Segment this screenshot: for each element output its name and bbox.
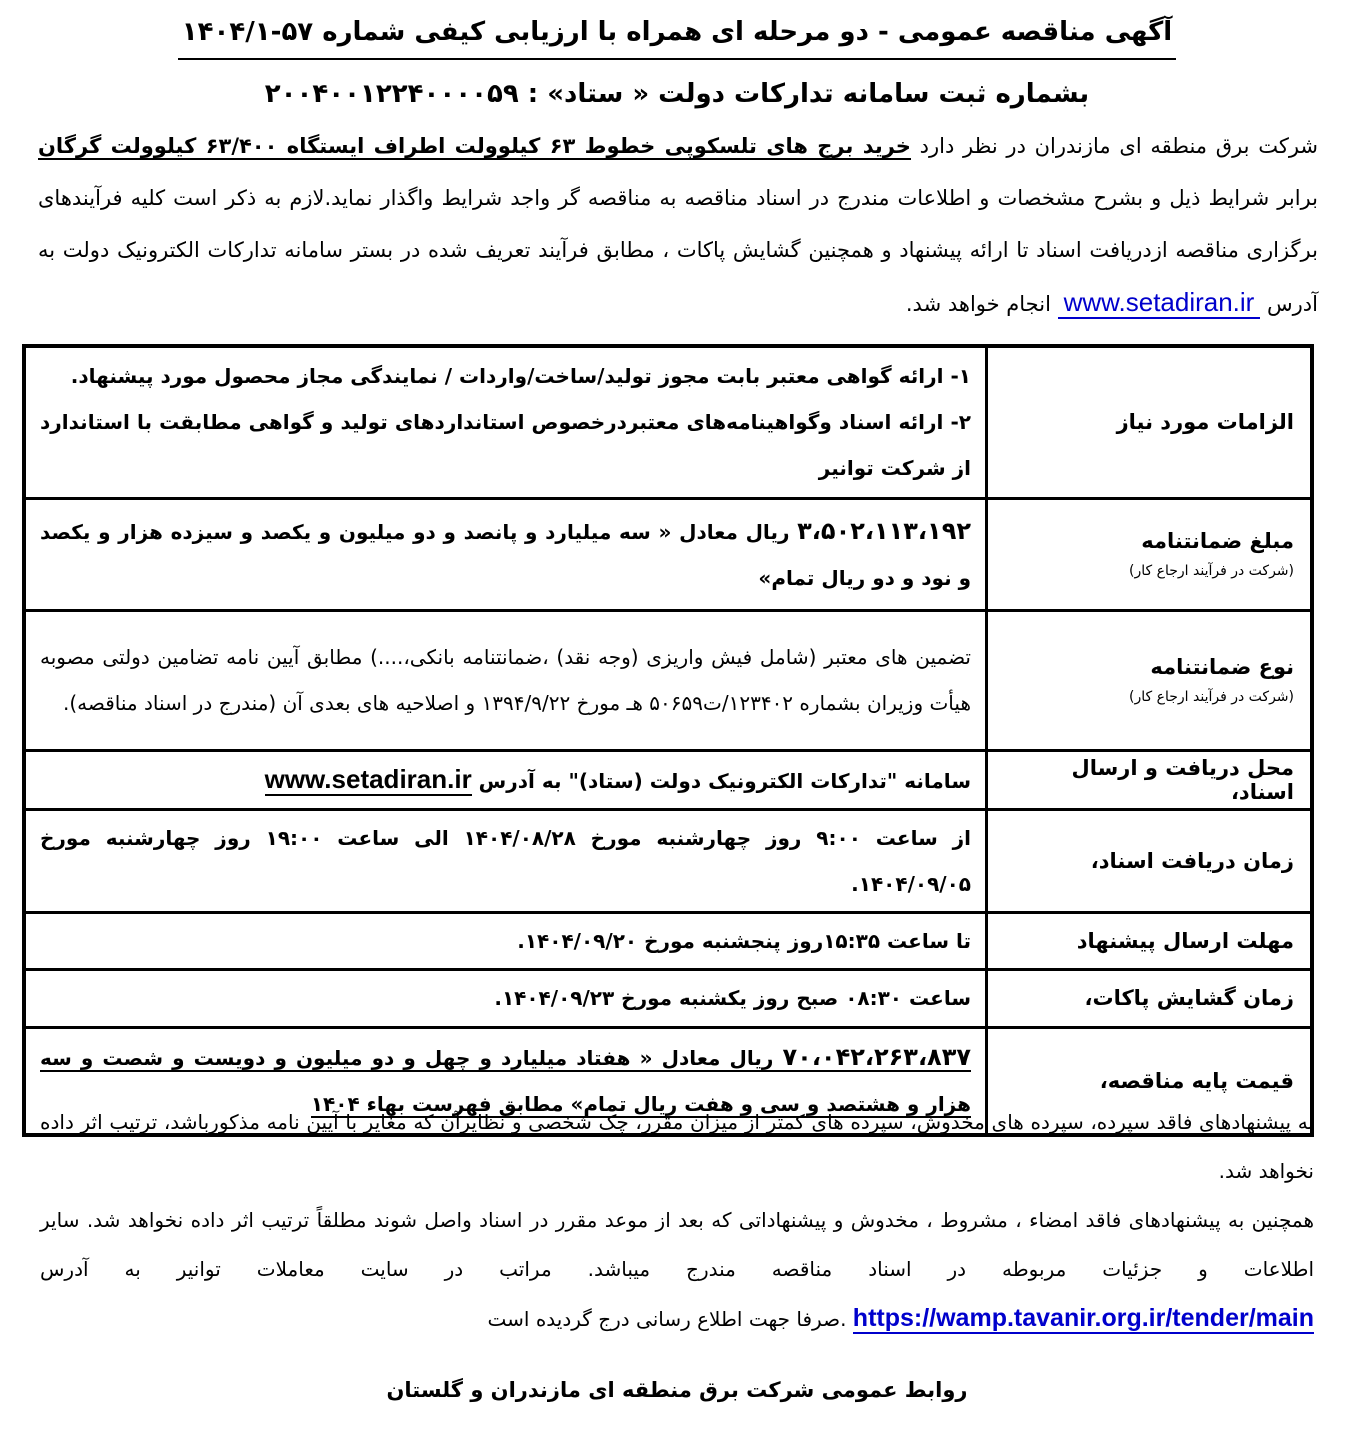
docs-location-value: سامانه "تدارکات الکترونیک دولت (ستاد)" به آدرس www.setadiran.ir [24, 750, 987, 809]
tender-subject: خرید برج های تلسکوپی خطوط ۶۳ کیلوولت اطراف ایستگاه ۶۳/۴۰۰ کیلوولت گرگان [38, 134, 911, 158]
guarantee-amount-sublabel: (شرکت در فرآیند ارجاع کار) [1129, 563, 1294, 579]
intro-text-3: انجام خواهد شد. [905, 292, 1051, 316]
guarantee-type-sublabel: (شرکت در فرآیند ارجاع کار) [1129, 689, 1294, 705]
docs-time-label: زمان دریافت اسناد، [987, 809, 1313, 912]
docs-location-label: محل دریافت و ارسال اسناد، [987, 750, 1313, 809]
tavanir-tender-link[interactable]: https://wamp.tavanir.org.ir/tender/main [852, 1304, 1314, 1332]
guarantee-amount-number: ۳،۵۰۲،۱۱۳،۱۹۲ [797, 516, 971, 545]
registration-number: بشماره ثبت سامانه تدارکات دولت « ستاد» : ۲۰۰۴۰۰۱۲۲۴۰۰۰۰۵۹ [264, 79, 1090, 109]
intro-text-2: برابر شرایط ذیل و بشرح مشخصات و اطلاعات مندرج در اسناد مناقصه به مناقصه گر واجد شرایط واگذار نماید.لازم به ذکر است کلیه فرآیندهای برگزاری مناقصه ازدریافت اسناد تا ارائه پیشنهاد و همچنین گشایش پاکات ، مطابق فرآیند تعریف شده در بستر سامانه تدارکات الکترونیک دولت به آدرس [38, 186, 1318, 316]
tender-details-table [22, 344, 1314, 1137]
intro-paragraph [38, 120, 1318, 330]
base-price-label: قیمت پایه مناقصه، [987, 1027, 1313, 1135]
signature: روابط عمومی شرکت برق منطقه ای مازندران و گلستان [386, 1378, 968, 1402]
docs-time-value: از ساعت ۹:۰۰ روز چهارشنبه مورخ ۱۴۰۴/۰۸/۲۸ الی ساعت ۱۹:۰۰ روز چهارشنبه مورخ ۱۴۰۴/۰۹/۰۵. [24, 809, 987, 912]
footer-notes [40, 1098, 1314, 1344]
table-row [24, 498, 1312, 610]
guarantee-amount-text: ریال معادل « سه میلیارد و پانصد و دو میلیون و یکصد و سیزده هزار و یکصد و نود و دو ریال تمام» [40, 519, 971, 590]
guarantee-amount-label: مبلغ ضمانتنامه (شرکت در فرآیند ارجاع کار) [987, 498, 1313, 610]
table-row [24, 969, 1312, 1027]
requirement-2: ۲- ارائه اسناد وگواهینامه‌های معتبردرخصوص استانداردهای تولید و گواهی مطابقت با استاندارد از شرکت توانیر [40, 410, 971, 481]
submission-deadline-label: مهلت ارسال پیشنهاد [987, 912, 1313, 969]
requirements-label: الزامات مورد نیاز [987, 346, 1313, 498]
docs-location-url[interactable]: www.setadiran.ir [264, 763, 472, 794]
guarantee-type-label: نوع ضمانتنامه (شرکت در فرآیند ارجاع کار) [987, 610, 1313, 750]
intro-text-1: شرکت برق منطقه ای مازندران در نظر دارد [919, 134, 1319, 158]
opening-time-label: زمان گشایش پاکات، [987, 969, 1313, 1027]
table-row [24, 346, 1312, 498]
opening-time-value: ساعت ۰۸:۳۰ صبح روز یکشنبه مورخ ۱۴۰۴/۰۹/۲۳. [24, 969, 987, 1027]
footer-paragraph-2: همچنین به پیشنهادهای فاقد امضاء ، مشروط ، مخدوش و پیشنهاداتی که بعد از موعد مقرر در اسناد واصل شوند مطلقاً ترتیب اثر داده نخواهد شد. سایر اطلاعات و جزئیات مربوطه در اسناد مناقصه مندرج میباشد. مراتب در سایت معاملات توانیر به آدرس https://wamp.tavanir.org.ir/tender/main .صرفا جهت اطلاع رسانی درج گردیده است [40, 1208, 1314, 1332]
notice-title: آگهی مناقصه عمومی - دو مرحله ای همراه با ارزیابی کیفی شماره ۵۷-۱۴۰۴/۱ [178, 10, 1176, 60]
table-row [24, 750, 1312, 809]
guarantee-amount-value [24, 498, 987, 610]
requirements-value [24, 346, 987, 498]
guarantee-type-value: تضمین های معتبر (شامل فیش واریزی (وجه نقد) ،ضمانتنامه بانکی،....) مطابق آیین نامه تضامین دولتی مصوبه هیأت وزیران بشماره ۱۲۳۴۰۲/ت۵۰۶۵۹ هـ مورخ ۱۳۹۴/۹/۲۲ و اصلاحیه های بعدی آن (مندرج در اسناد مناقصه). [24, 610, 987, 750]
requirement-1: ۱- ارائه گواهی معتبر بابت مجوز تولید/ساخت/واردات / نمایندگی مجاز محصول مورد پیشنهاد. [70, 364, 971, 389]
base-price-text: ریال معادل « هفتاد میلیارد و چهل و دو میلیون و دویست و شصت و سه هزار و هشتصد و سی و هفت ریال تمام» مطابق فهرست بهاء ۱۴۰۴ [40, 1046, 971, 1117]
footer-paragraph-1: به پیشنهادهای فاقد سپرده، سپرده های مخدوش، سپرده های کمتر از میزان مقرر، چک شخصی و نظایرآن که مغایر با آیین نامه مذکورباشد، ترتیب اثر داده نخواهد شد. [40, 1110, 1314, 1183]
base-price-number: ۷۰،۰۴۲،۲۶۳،۸۳۷ [782, 1043, 971, 1072]
setadiran-link[interactable]: www.setadiran.ir [1058, 287, 1261, 319]
table-row [24, 809, 1312, 912]
submission-deadline-value: تا ساعت ۱۵:۳۵روز پنجشنبه مورخ ۱۴۰۴/۰۹/۲۰. [24, 912, 987, 969]
table-row [24, 912, 1312, 969]
table-row [24, 610, 1312, 750]
